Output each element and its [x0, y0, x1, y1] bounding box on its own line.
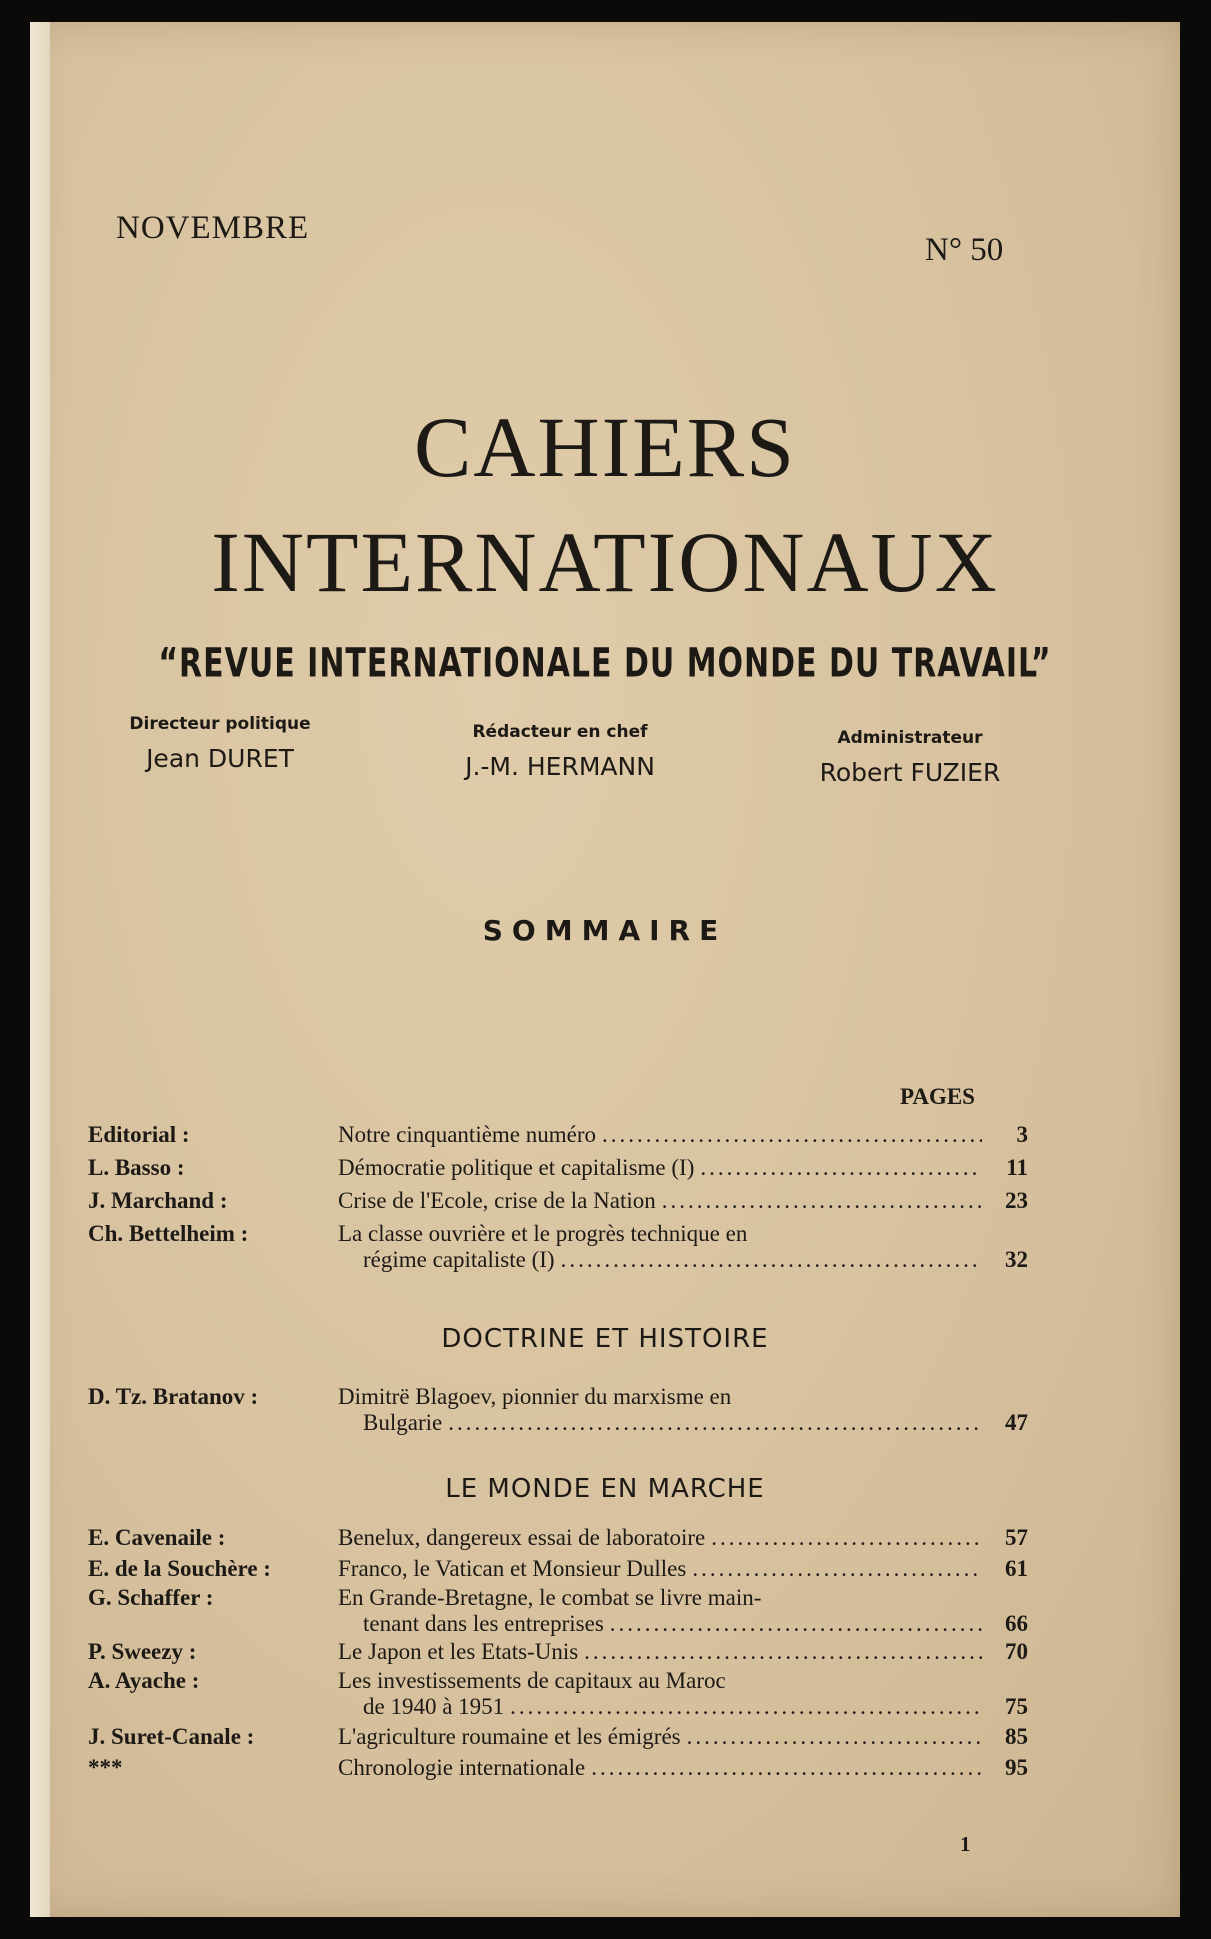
toc-page-number: 70: [1005, 1639, 1028, 1664]
section-heading-doctrine: DOCTRINE ET HISTOIRE: [441, 1324, 769, 1354]
toc-title-text: tenant dans les entreprises: [363, 1611, 604, 1637]
toc-title: [338, 1155, 1028, 1181]
toc-title: [338, 1525, 1028, 1551]
issue-number: N° 50: [925, 232, 1004, 268]
dot-leader: [602, 1122, 982, 1148]
staff-role: Administrateur: [837, 728, 983, 748]
toc-title: [338, 1724, 1028, 1750]
toc-title-text: Les investissements de capitaux au Maroc: [338, 1668, 726, 1693]
toc-title-line: [338, 1122, 1028, 1148]
page-edge: [30, 22, 50, 1917]
staff-redacteur: [425, 722, 695, 781]
toc-page-number: 47: [1005, 1410, 1028, 1436]
journal-subtitle: “REVUE INTERNATIONALE DU MONDE DU TRAVAIL”: [158, 640, 1052, 688]
toc-title-text: La classe ouvrière et le progrès technique en: [338, 1221, 748, 1246]
toc-page-number: 75: [1005, 1694, 1028, 1720]
toc-title-line: [338, 1585, 1028, 1611]
toc-author: A. Ayache :: [88, 1668, 200, 1693]
toc-title: [338, 1221, 1028, 1274]
toc-page-number: 3: [1016, 1122, 1028, 1147]
toc-title-line: [338, 1384, 1028, 1410]
toc-author: Editorial :: [88, 1122, 190, 1147]
toc-title-text: de 1940 à 1951: [363, 1694, 505, 1720]
staff-name: Robert FUZIER: [819, 758, 1001, 787]
toc-title-line: [338, 1668, 1028, 1694]
dot-leader: [591, 1755, 982, 1781]
toc-title: [338, 1668, 1028, 1721]
toc-title: [338, 1639, 1028, 1665]
toc-title-line: [338, 1155, 1028, 1181]
toc-title-line: [338, 1188, 1028, 1214]
journal-title-line1: CAHIERS: [414, 399, 796, 495]
toc-title: [338, 1755, 1028, 1781]
toc-author: G. Schaffer :: [88, 1585, 214, 1610]
toc-page-number: 32: [1005, 1247, 1028, 1273]
toc-title-line: [338, 1639, 1028, 1665]
toc-author: Ch. Bettelheim :: [88, 1221, 249, 1246]
toc-author: E. Cavenaile :: [88, 1525, 226, 1550]
toc-title-text: Notre cinquantième numéro: [338, 1122, 597, 1147]
toc-page-number: 61: [1005, 1556, 1028, 1581]
toc-title-text: Benelux, dangereux essai de laboratoire: [338, 1525, 706, 1550]
toc-title-line: [338, 1755, 1028, 1781]
staff-role: Rédacteur en chef: [472, 722, 648, 742]
page-folio: 1: [960, 1832, 971, 1856]
toc-page-number: 23: [1005, 1188, 1028, 1213]
toc-title-text: régime capitaliste (I): [363, 1247, 555, 1273]
toc-title-text: Franco, le Vatican et Monsieur Dulles: [338, 1556, 687, 1581]
staff-directeur: [100, 714, 340, 773]
dot-leader: [610, 1611, 982, 1637]
section-heading-monde: LE MONDE EN MARCHE: [445, 1474, 765, 1504]
toc-title: [338, 1122, 1028, 1148]
dot-leader: [692, 1556, 982, 1582]
staff-name: J.-M. HERMANN: [465, 752, 655, 781]
toc-title-text: Crise de l'Ecole, crise de la Nation: [338, 1188, 656, 1213]
toc-title-line: [338, 1525, 1028, 1551]
toc-author: E. de la Souchère :: [88, 1556, 271, 1581]
staff-administrateur: [790, 728, 1030, 787]
staff-name: Jean DURET: [146, 744, 294, 773]
pages-column-label: PAGES: [900, 1084, 975, 1109]
journal-title-line2: INTERNATIONAUX: [211, 514, 999, 610]
dot-leader: [662, 1188, 982, 1214]
toc-author: J. Suret-Canale :: [88, 1724, 255, 1749]
toc-title-line: [338, 1221, 1028, 1247]
toc-title-line: [338, 1247, 1028, 1273]
toc-title-text: En Grande-Bretagne, le combat se livre main-: [338, 1585, 762, 1610]
toc-title: [338, 1556, 1028, 1582]
toc-title-text: Démocratie politique et capitalisme (I): [338, 1155, 695, 1180]
toc-title-line: [338, 1556, 1028, 1582]
toc-title-text: Bulgarie: [363, 1410, 443, 1436]
toc-title-text: Dimitrë Blagoev, pionnier du marxisme en: [338, 1384, 732, 1409]
toc-title: [338, 1384, 1028, 1437]
dot-leader: [700, 1155, 982, 1181]
dot-leader: [448, 1410, 982, 1436]
toc-page-number: 66: [1005, 1611, 1028, 1637]
toc-title-text: L'agriculture roumaine et les émigrés: [338, 1724, 681, 1749]
toc-title-line: [338, 1611, 1028, 1637]
toc-page-number: 57: [1005, 1525, 1028, 1550]
toc-title-text: Chronologie internationale: [338, 1755, 586, 1780]
sommaire-heading: SOMMAIRE: [482, 914, 728, 947]
toc-author: ***: [88, 1755, 123, 1780]
toc-title-line: [338, 1694, 1028, 1720]
toc-page-number: 11: [1006, 1155, 1028, 1180]
dot-leader: [561, 1247, 982, 1273]
toc-author: J. Marchand :: [88, 1188, 228, 1213]
toc-author: D. Tz. Bratanov :: [88, 1384, 259, 1409]
toc-author: L. Basso :: [88, 1155, 185, 1180]
toc-title-line: [338, 1410, 1028, 1436]
dot-leader: [687, 1724, 982, 1750]
toc-page-number: 95: [1005, 1755, 1028, 1780]
toc-page-number: 85: [1005, 1724, 1028, 1749]
toc-title: [338, 1585, 1028, 1638]
dot-leader: [584, 1639, 982, 1665]
magazine-page: [30, 22, 1180, 1917]
toc-title-line: [338, 1724, 1028, 1750]
dot-leader: [510, 1694, 982, 1720]
toc-title-text: Le Japon et les Etats-Unis: [338, 1639, 579, 1664]
dot-leader: [711, 1525, 982, 1551]
staff-role: Directeur politique: [129, 714, 311, 734]
issue-month: NOVEMBRE: [116, 210, 310, 246]
toc-author: P. Sweezy :: [88, 1639, 197, 1664]
toc-title: [338, 1188, 1028, 1214]
